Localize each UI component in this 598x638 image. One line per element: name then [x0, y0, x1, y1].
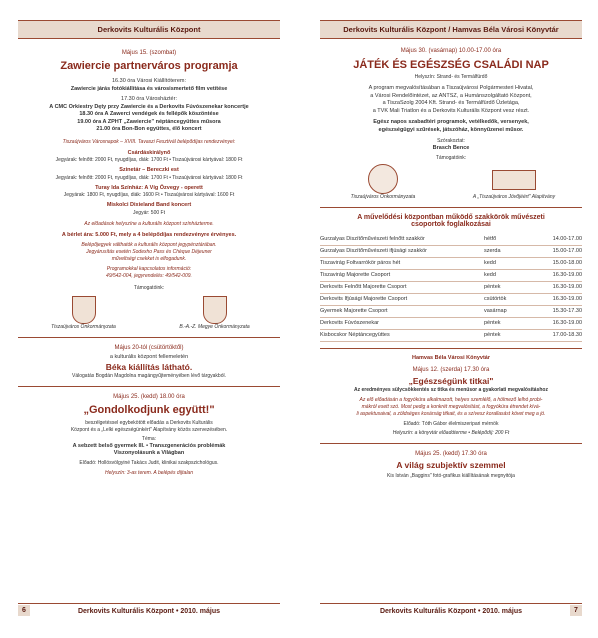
event-line: Viszonyolásunk a Világban	[113, 450, 185, 456]
city-logo	[368, 164, 398, 194]
event-line: A sebzett belső gyermek III. • Transzgenerációs problémák	[72, 442, 226, 449]
event-line: Előadó: Hollósvölgyiné Takács Judit, klinikai szakpszichológus.	[79, 459, 219, 466]
schedule-day: péntek	[484, 281, 534, 293]
info-line: Programokkal kapcsolatos információ:	[106, 266, 192, 272]
event-subtitle: Az eredményes sülycsökkentés sz titka és menüsor a gyakorlati megvalósításhoz	[354, 387, 548, 393]
event-line: Helyszín: 3-as terem. A belépés díjtalan	[104, 469, 193, 476]
event-line: 21.00 óra Bon-Bon együttes, élő koncert	[96, 126, 202, 132]
schedule-group: Kisbocskor Néptáncegyüttes	[320, 329, 484, 341]
event-line: 16.30 óra Városi Kiállítóterem:	[112, 78, 186, 84]
schedule-time: 16.30-19.00	[534, 293, 582, 305]
schedule-row	[320, 329, 582, 341]
event-line: a TiszaSzolg 2004 Kft. Strand- és Termálfürdő Üzletága,	[382, 100, 520, 106]
event-line: 19.00 óra A ZPHT „Zawiercie" néptáncegyüttes műsora	[77, 118, 221, 125]
section-title: A művelődési központban működő szakkörök művészeti	[357, 213, 545, 221]
schedule-time: 17.00-18.30	[534, 329, 582, 341]
schedule-time: 15.30-17.30	[534, 305, 582, 317]
pass-price: A bérlet ára: 5.000 Ft, mely a 4 belépődíjas rendezvényre érvényes.	[61, 231, 237, 238]
page-number: 6	[18, 605, 30, 616]
schedule-group: Gyermek Majorette Csoport	[320, 305, 484, 317]
sub-event-price: Jegyárak: felnőtt: 2000 Ft, nyugdíjas, diák: 1700 Ft • Tiszaújvárosi kártyával: 1800 Ft	[55, 157, 243, 163]
note: Tiszaújváros Városnapok – XVIII. Tavaszi Fesztivál belépődíjas rendezvényei:	[62, 138, 236, 145]
schedule-row	[320, 245, 582, 257]
event-line: Az elő előadásán a fogyókúra alkalmazott, helyes szemlélő, a hölmező lelhó probi-	[359, 397, 543, 403]
info-line: 49/542-004, jegyrendelés: 49/542-009.	[106, 273, 192, 279]
schedule-day: péntek	[484, 317, 534, 329]
schedule-time: 15.00-18.00	[534, 257, 582, 269]
event-date: Május 15. (szombat)	[121, 50, 177, 56]
schedule-day: péntek	[484, 329, 534, 341]
schedule-day: hétfő	[484, 234, 534, 246]
schedule-group: Tiszavirág Majorette Csoport	[320, 269, 484, 281]
schedule-group: Derkovits Fúvószenekar	[320, 317, 484, 329]
foundation-logo	[492, 170, 536, 190]
event-line: Válogatás Bogdán Magdolna magángyűjteményében lévő tárgyakból.	[72, 372, 226, 379]
sub-event-price: Jegyár: 500 Ft	[133, 209, 165, 216]
right-footer	[320, 603, 582, 618]
page-number: 7	[570, 605, 582, 616]
event-line: Zawiercie járás fotókiállítása és városismertető film vetítése	[70, 85, 228, 92]
sub-event-title: Csárdáskirálynő	[127, 149, 171, 156]
section-title: csoportok foglalkozásai	[411, 220, 491, 228]
schedule-group: Derkovits Ifjúsági Majorette Csoport	[320, 293, 484, 305]
schedule-group: Tiszavirág Foltvarrókör páros hét	[320, 257, 484, 269]
right-page	[320, 20, 582, 618]
logo-caption: Tiszaújváros Önkormányzata	[51, 324, 116, 330]
event-line: Kis István „Baggins" fotó-grafikus kiállításának megnyitója	[387, 473, 515, 479]
right-header: Derkovits Kulturális Központ / Hamvas Béla Városi Könyvtár	[320, 20, 582, 39]
organizer: Hamvas Béla Városi Könyvtár	[412, 354, 490, 361]
event-line: Előadó: Tóth Gábor élelmiszeripari mérnök	[403, 421, 499, 427]
event-title: A világ szubjektív szemmel	[396, 460, 506, 470]
sub-event-price: Jegyárak: felnőtt: 2000 Ft, nyugdíjas, diák: 1700 Ft • Tiszaújvárosi kártyával: 1800 Ft	[55, 174, 243, 181]
schedule-row	[320, 293, 582, 305]
supporters-label: Támogatóink:	[133, 285, 165, 291]
schedule-group: Gurzalyas Diszítőművészeti felnőtt szakkör	[320, 234, 484, 246]
info-line: Jegyárusítás esetén Sodexho Pass és Chèque Déjeuner	[86, 249, 212, 255]
event-line: A program megvalósításában a Tiszaújvárosi Polgármesteri Hivatal,	[368, 85, 534, 91]
event-line: beszélgetéssel egybekötött előadás a Derkovits Kulturális	[85, 419, 213, 426]
schedule-day: vasárnap	[484, 305, 534, 317]
schedule-row	[320, 305, 582, 317]
logo-caption: A „Tiszaújváros Jövőjéért" Alapítvány	[472, 193, 556, 200]
city-crest-logo	[72, 296, 96, 324]
event-date: Május 30. (vasárnap) 10.00-17.00 óra	[400, 48, 502, 54]
event-title: „Gondolkodjunk együtt!"	[83, 403, 215, 416]
event-line: li aspektusaival, a zöldséges kosárság titkait, és a szívesz korallasást követ meg a jó.	[356, 411, 546, 417]
event-date: Május 25. (kedd) 18.00 óra	[113, 393, 185, 400]
event-date: Május 25. (kedd) 17.30 óra	[415, 451, 487, 457]
schedule-row	[320, 281, 582, 293]
event-line: 18.30 óra A Zawerci vendégek és fellépők köszöntése	[79, 111, 219, 117]
info-line: műveltségi csekket is elfogadunk.	[111, 256, 187, 262]
event-place: Helyszín: Strand- és Termálfürdő	[414, 74, 488, 80]
left-header: Derkovits Kulturális Központ	[18, 20, 280, 39]
event-line: egészségügyi szűrések, játszóház, könnyűzenei műsor.	[378, 126, 524, 133]
footer-text: Derkovits Kulturális Központ • 2010. május	[77, 607, 221, 615]
schedule-group: Gurzalyas Diszítőművészeti ifjúsági szakkör	[320, 245, 484, 257]
schedule-row	[320, 234, 582, 246]
logo-caption: Tiszaújváros Önkormányzata	[350, 193, 416, 200]
sub-event-title: Szinetár – Bereczki est	[119, 167, 179, 173]
schedule-day: szerda	[484, 245, 534, 257]
footer-text: Derkovits Kulturális Központ • 2010. május	[379, 607, 523, 615]
event-title: Béka kiállítás látható.	[105, 361, 193, 372]
schedule-time: 16.30-19.00	[534, 317, 582, 329]
event-line: a kulturális központ fellemeletén	[109, 354, 189, 360]
event-line: Helyszín: a könyvtár előadóterme • Belépődíj: 200 Ft	[392, 430, 510, 436]
event-line: A CMC Orkiestry Dęty przy Zawiercie és a Derkovits Fúvószenekar koncertje	[49, 103, 249, 110]
schedule-time: 16.30-19.00	[534, 281, 582, 293]
schedule-row	[320, 269, 582, 281]
schedule-time: 15.00-17.00	[534, 245, 582, 257]
schedule-day: csütörtök	[484, 293, 534, 305]
note: Az előadások helyszíne a kulturális központ színházterme.	[84, 220, 214, 227]
event-line: a TVK Mali Triatlon és a Derkovits Kulturális Központ vesz részt.	[372, 107, 530, 114]
event-line: a Városi Rendelőintézet, az ANTSZ, a Humánszolgáltató Központ,	[370, 92, 532, 99]
schedule-day: kedd	[484, 257, 534, 269]
logo-caption: B.-A.-Z. Megye Önkormányzata	[179, 324, 250, 330]
event-line: mákról esett szó. Most pedig a konkrét megvalósítást, a fogyókúra étrendet kívá-	[361, 404, 541, 410]
event-line: Téma:	[141, 435, 157, 442]
event-line: Egész napos szabadtéri programok, vetélkedők, versenyek,	[373, 119, 529, 125]
schedule-time: 14.00-17.00	[534, 234, 582, 246]
sub-event-title: Turay Ida Színház: A Víg Özvegy - operett	[95, 184, 203, 191]
county-crest-logo	[203, 296, 227, 324]
event-date: Május 12. (szerda) 17.30 óra	[412, 367, 490, 373]
event-title: „Egészségünk titkai"	[408, 376, 494, 386]
event-title: JÁTÉK ÉS EGÉSZSÉG CSALÁDI NAP	[353, 59, 549, 71]
left-page	[18, 20, 280, 618]
schedule-row	[320, 257, 582, 269]
schedule-group: Derkovits Felnőtt Majorette Csoport	[320, 281, 484, 293]
schedule-time: 16.30-19.00	[534, 269, 582, 281]
event-line: 17.30 óra Városháztér:	[121, 96, 177, 102]
host-label: Szórakoztat:	[437, 138, 465, 144]
schedule-day: kedd	[484, 269, 534, 281]
info-line: Belépőjegyek válthatók a kulturális központ jegypénztárában.	[81, 242, 217, 248]
sub-event-title: Miskolci Dixieland Band koncert	[106, 202, 192, 208]
left-footer	[18, 603, 280, 618]
schedule-table	[320, 234, 582, 342]
sub-event-price: Jegyárak: 1800 Ft, nyugdíjas, diák: 1600 Ft • Tiszaújvárosi kártyával: 1600 Ft	[63, 192, 235, 198]
event-date: Május 20-tól (csütörtöktől)	[114, 345, 184, 351]
supporters-label: Támogatóink:	[435, 154, 467, 161]
event-line: Központ és a „Lelki egészségünkért" Alapítvány közös szervezésében.	[70, 426, 228, 433]
schedule-row	[320, 317, 582, 329]
event-title: Zawiercie partnerváros programja	[60, 60, 238, 72]
host-name: Brasch Bence	[432, 145, 470, 151]
